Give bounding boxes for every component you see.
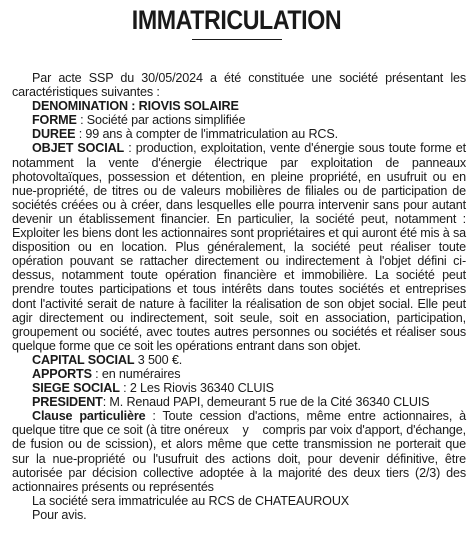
capital-social-line (12, 353, 466, 367)
objet-social-value: : production, exploitation, vente d'énergie sous toute forme et notamment la vente d'énergie électrique par exploitation de panneaux photovoltaïques, possession et détention, en pleine propriété, en usufruit ou en nue-propriété, de titres ou de valeurs mobilières de filiales ou de participation de sociétés créées ou à créer, dans lesquelles elle pourra intervenir sans pour autant devenir un établissement financier. En particulier, la société peut, notamment : Exploiter les biens dont les actionnaires sont propriétaires et qui auront été mis à sa disposition ou en location. Plus généralement, la société peut réaliser toute opération pouvant se rattacher directement ou indirectement à l'objet défini ci-dessus, notamment toute opération financière et immobilière. La société peut prendre toutes participations et tous intérêts dans toutes sociétés et entreprises dont l'activité serait de nature à faciliter la réalisation de son objet social. Elle peut agir directement ou indirectement, soit seule, soit en association, participation, groupement ou société, avec toutes autres personnes ou sociétés et réaliser sous quelque forme que ce soit les opérations entrant dans son objet. (12, 141, 466, 353)
registration-line: La société sera immatriculée au RCS de CHATEAUROUX (32, 493, 350, 508)
forme-label: FORME (32, 113, 77, 128)
duree-line (12, 127, 466, 141)
clause-label: Clause particulière (32, 409, 146, 424)
forme-line (12, 113, 466, 127)
siege-social-line (12, 381, 466, 395)
duree-value: : 99 ans à compter de l'immatriculation au RCS. (75, 127, 338, 142)
denomination-line (12, 99, 466, 113)
apports-line (12, 367, 466, 381)
intro-paragraph: Par acte SSP du 30/05/2024 a été constituée une société présentant les caractéristiques suivantes : (12, 71, 466, 100)
clause-value: : Toute cession d'actions, même entre actionnaires, à quelque titre que ce soit (à titre onéreux y compris par voix d'apport, d'échange, de fusion ou de scission), et alors même que cette transmission ne porterait que sur la nue-propriété ou l'usufruit des actions doit, pour devenir définitive, être autorisée par décision collective adoptée à la majorité des deux tiers (2/3) des actionnaires présents ou représentés (12, 409, 470, 494)
forme-value: : Société par actions simplifiée (76, 113, 246, 128)
capital-social-value: 3 500 €. (134, 352, 183, 367)
president-label: PRESIDENT (32, 395, 103, 410)
title-underline (192, 39, 282, 40)
president-value: : M. Renaud PAPI, demeurant 5 rue de la Cité 36340 CLUIS (102, 395, 430, 410)
denomination-label: DENOMINATION : RIOVIS SOLAIRE (32, 99, 239, 114)
siege-social-label: SIEGE SOCIAL (32, 381, 120, 396)
closing-line: Pour avis. (32, 507, 87, 522)
president-line (12, 395, 466, 409)
legal-notice-body (12, 71, 470, 522)
apports-value: : en numéraires (91, 366, 181, 381)
siege-social-value: : 2 Les Riovis 36340 CLUIS (119, 381, 274, 396)
objet-social-paragraph (12, 141, 466, 352)
notice-title: IMMATRICULATION (131, 5, 342, 35)
objet-social-label: OBJET SOCIAL (32, 141, 125, 156)
clause-paragraph (12, 409, 470, 494)
capital-social-label: CAPITAL SOCIAL (32, 352, 135, 367)
apports-label: APPORTS (32, 366, 92, 381)
duree-label: DUREE (32, 127, 76, 142)
